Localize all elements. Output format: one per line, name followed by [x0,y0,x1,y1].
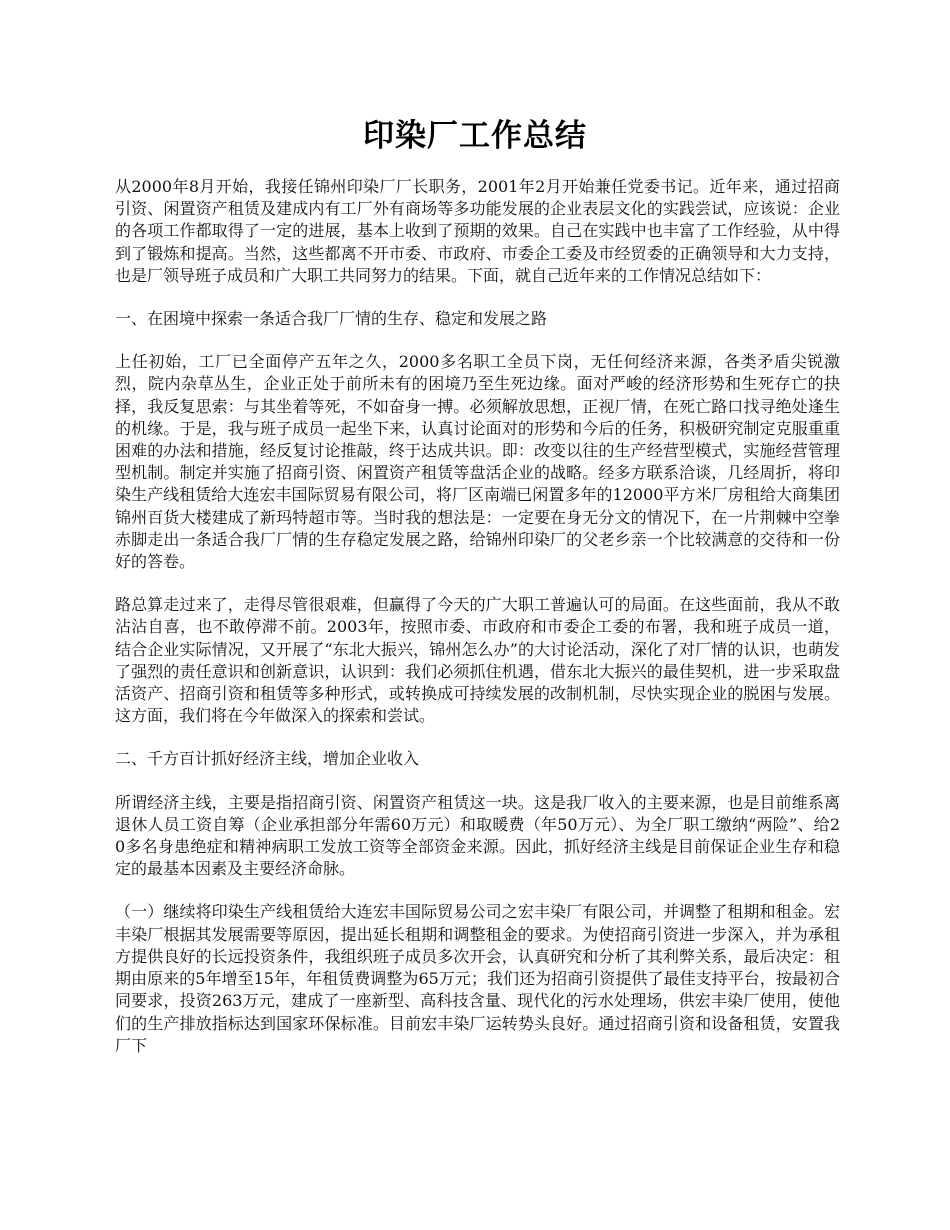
paragraph-intro: 从2000年8月开始，我接任锦州印染厂厂长职务，2001年2月开始兼任党委书记。近年来，通过招商引资、闲置资产租赁及建成内有工厂外有商场等多功能发展的企业表层文化的实践尝试，应该说：企业的各项工作都取得了一定的进展，基本上收到了预期的效果。自己在实践中也丰富了工作经验，从中得到了锻炼和提高。当然，这些都离不开市委、市政府、市委企工委及市经贸委的正确领导和大力支持，也是厂领导班子成员和广大职工共同努力的结果。下面，就自己近年来的工作情况总结如下： [115,177,840,285]
paragraph-section2-a: 所谓经济主线，主要是指招商引资、闲置资产租赁这一块。这是我厂收入的主要来源，也是目前维系离退休人员工资自筹（企业承担部分年需60万元）和取暖费（年50万元）、为全厂职工缴纳“两险”、给20多名身患绝症和精神病职工发放工资等全部资金来源。因此，抓好经济主线是目前保证企业生存和稳定的最基本因素及主要经济命脉。 [115,792,840,879]
paragraph-section1-a: 上任初始，工厂已全面停产五年之久，2000多名职工全员下岗，无任何经济来源，各类矛盾尖锐激烈，院内杂草丛生，企业正处于前所未有的困境乃至生死边缘。面对严峻的经济形势和生死存亡的抉择，我反复思索：与其坐着等死，不如奋身一搏。必须解放思想，正视厂情，在死亡路口找寻绝处逢生的机缘。于是，我与班子成员一起坐下来，认真讨论面对的形势和今后的任务，积极研究制定克服重重困难的办法和措施，经反复讨论推敲，终于达成共识。即：改变以往的生产经营型模式，实施经营管理型机制。制定并实施了招商引资、闲置资产租赁等盘活企业的战略。经多方联系洽谈，几经周折，将印染生产线租赁给大连宏丰国际贸易有限公司，将厂区南端已闲置多年的12000平方米厂房租给大商集团锦州百货大楼建成了新玛特超市等。当时我的想法是：一定要在身无分文的情况下，在一片荆棘中空拳赤脚走出一条适合我厂厂情的生存稳定发展之路，给锦州印染厂的父老乡亲一个比较满意的交待和一份好的答卷。 [115,352,840,572]
section-heading-1: 一、在困境中探索一条适合我厂厂情的生存、稳定和发展之路 [115,309,548,329]
paragraph-section2-b: （一）继续将印染生产线租赁给大连宏丰国际贸易公司之宏丰染厂有限公司，并调整了租期和租金。宏丰染厂根据其发展需要等原因，提出延长租期和调整租金的要求。为使招商引资进一步深入，并为承租方提供良好的长远投资条件，我组织班子成员多次开会，认真研究和分析了其利弊关系，最后决定：租期由原来的5年增至15年，年租赁费调整为65万元；我们还为招商引资提供了最佳支持平台，按最初合同要求，投资263万元，建成了一座新型、高科技含量、现代化的污水处理场，供宏丰染厂使用，使他们的生产排放指标达到国家环保标准。目前宏丰染厂运转势头良好。通过招商引资和设备租赁，安置我厂下 [115,902,840,1055]
document-body [115,176,840,1078]
section-heading-2: 二、千方百计抓好经济主线，增加企业收入 [115,749,420,769]
paragraph-section1-b: 路总算走过来了，走得尽管很艰难，但赢得了今天的广大职工普遍认可的局面。在这些面前，我从不敢沾沾自喜，也不敢停滞不前。2003年，按照市委、市政府和市委企工委的布署，我和班子成员一道，结合企业实际情况，又开展了“东北大振兴，锦州怎么办”的大讨论活动，深化了对厂情的认识，也萌发了强烈的责任意识和创新意识，认识到：我们必须抓住机遇，借东北大振兴的最佳契机，进一步采取盘活资产、招商引资和租赁等多种形式，或转换成可持续发展的改制机制，尽快实现企业的脱困与发展。这方面，我们将在今年做深入的探索和尝试。 [115,595,840,726]
document-title: 印染厂工作总结 [363,118,587,154]
